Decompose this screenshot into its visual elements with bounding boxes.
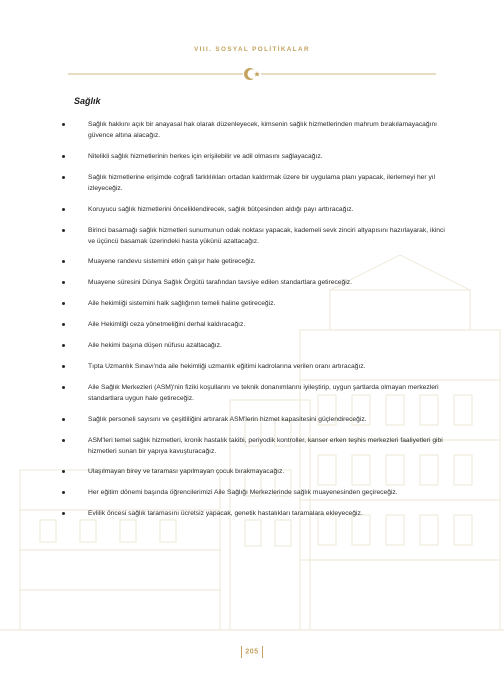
list-item (62, 151, 448, 162)
bullet-icon (62, 365, 65, 368)
crescent-star-icon (244, 68, 260, 80)
list-item-text: Sağlık personeli sayısını ve çeşitliliğini artırarak ASM'lerin hizmet kapasitesini güçlendireceğiz. (88, 415, 367, 423)
list-item (62, 172, 448, 194)
page-number: 205 (245, 648, 259, 656)
bullet-icon (62, 123, 65, 126)
list-item-text: Aile hekimi başına düşen nüfusu azaltacağız. (88, 342, 222, 350)
list-item (62, 277, 448, 288)
list-item (62, 508, 448, 519)
bullet-icon (62, 176, 65, 179)
bullet-icon (62, 229, 65, 232)
chapter-title: VIII. SOSYAL POLİTİKALAR (194, 46, 310, 53)
list-item-text: Birinci basamağı sağlık hizmetleri sunumunun odak noktası yapacak, kademeli sevk zinciri altyapısını hazırlayarak, ikinci ve üçüncü basamak üzerindeki hasta yükünü azaltacağız. (88, 226, 445, 245)
bullet-icon (62, 386, 65, 389)
list-item-text: Nitelikli sağlık hizmetlerinin herkes için erişilebilir ve adil olmasını sağlayacağız. (88, 152, 323, 160)
bullet-icon (62, 439, 65, 442)
bullet-list (62, 119, 448, 529)
bullet-icon (62, 302, 65, 305)
list-item (62, 361, 448, 372)
header-divider (68, 66, 436, 82)
list-item (62, 256, 448, 267)
list-item-text: Aile hekimliği sistemini halk sağlığının temeli haline getireceğiz. (88, 300, 276, 308)
list-item-text: Muayene süresini Dünya Sağlık Örgütü tarafından tavsiye edilen standartlara getireceğiz. (88, 279, 352, 287)
list-item-text: Aile Sağlık Merkezleri (ASM)'nin fiziki koşullarını ve teknik donanımlarını iyileştirip, uygun şartlarda olmayan merkezleri standartlara uygun hale getireceğiz. (88, 383, 439, 402)
bullet-icon (62, 344, 65, 347)
list-item-text: Tıpta Uzmanlık Sınavı'nda aile hekimliği uzmanlık eğitimi kadrolarına verilen oranı artıracağız. (88, 362, 366, 370)
list-item-text: Sağlık hizmetlerine erişimde coğrafi farklılıkları ortadan kaldırmak üzere bir uygulama planı yapacak, ilerlemeyi her yıl izleyeceğiz. (88, 173, 436, 192)
list-item (62, 382, 448, 404)
bullet-icon (62, 260, 65, 263)
page-number-right-rule (262, 646, 263, 658)
list-item (62, 435, 448, 457)
bullet-icon (62, 281, 65, 284)
page-number-footer (0, 646, 504, 658)
bullet-icon (62, 512, 65, 515)
bullet-icon (62, 155, 65, 158)
list-item (62, 414, 448, 425)
bullet-icon (62, 418, 65, 421)
list-item (62, 340, 448, 351)
list-item (62, 204, 448, 215)
bullet-icon (62, 491, 65, 494)
list-item-text: Evlilik öncesi sağlık taramasını ücretsiz yapacak, genetik hastalıkları taramalara ekleyeceğiz. (88, 510, 363, 518)
list-item-text: Aile Hekimliği ceza yönetmeliğini derhal kaldıracağız. (88, 321, 246, 329)
list-item-text: Ulaşılmayan birey ve taraması yapılmayan çocuk bırakmayacağız. (88, 468, 285, 476)
list-item-text: Sağlık hakkını açık bir anayasal hak olarak düzenleyecek, kimsenin sağlık hizmetlerinden mahrum bırakılamayacağını güvence altına alacağız. (88, 121, 438, 139)
bullet-icon (62, 208, 65, 211)
list-item (62, 225, 448, 247)
list-item (62, 466, 448, 477)
list-item (62, 119, 448, 141)
list-item (62, 298, 448, 309)
page-number-left-rule (241, 646, 242, 658)
bullet-icon (62, 323, 65, 326)
list-item-text: ASM'leri temel sağlık hizmetleri, kronik hastalık takibi, periyodik kontroller, kanser erken teşhis merkezleri faaliyetleri gibi hizmetleri sunan bir yapıya kavuşturacağız. (88, 436, 443, 455)
list-item-text: Koruyucu sağlık hizmetlerini önceliklendirecek, sağlık bütçesinden aldığı payı arttıracağız. (88, 205, 354, 213)
list-item-text: Her eğitim dönemi başında öğrencilerimizi Aile Sağlığı Merkezlerinde sağlık muayenesinden geçireceğiz. (88, 489, 398, 497)
bullet-icon (62, 470, 65, 473)
list-item-text: Muayene randevu sistemini etkin çalışır hale getireceğiz. (88, 258, 256, 266)
list-item (62, 319, 448, 330)
section-title: Sağlık (74, 96, 101, 106)
list-item (62, 487, 448, 498)
